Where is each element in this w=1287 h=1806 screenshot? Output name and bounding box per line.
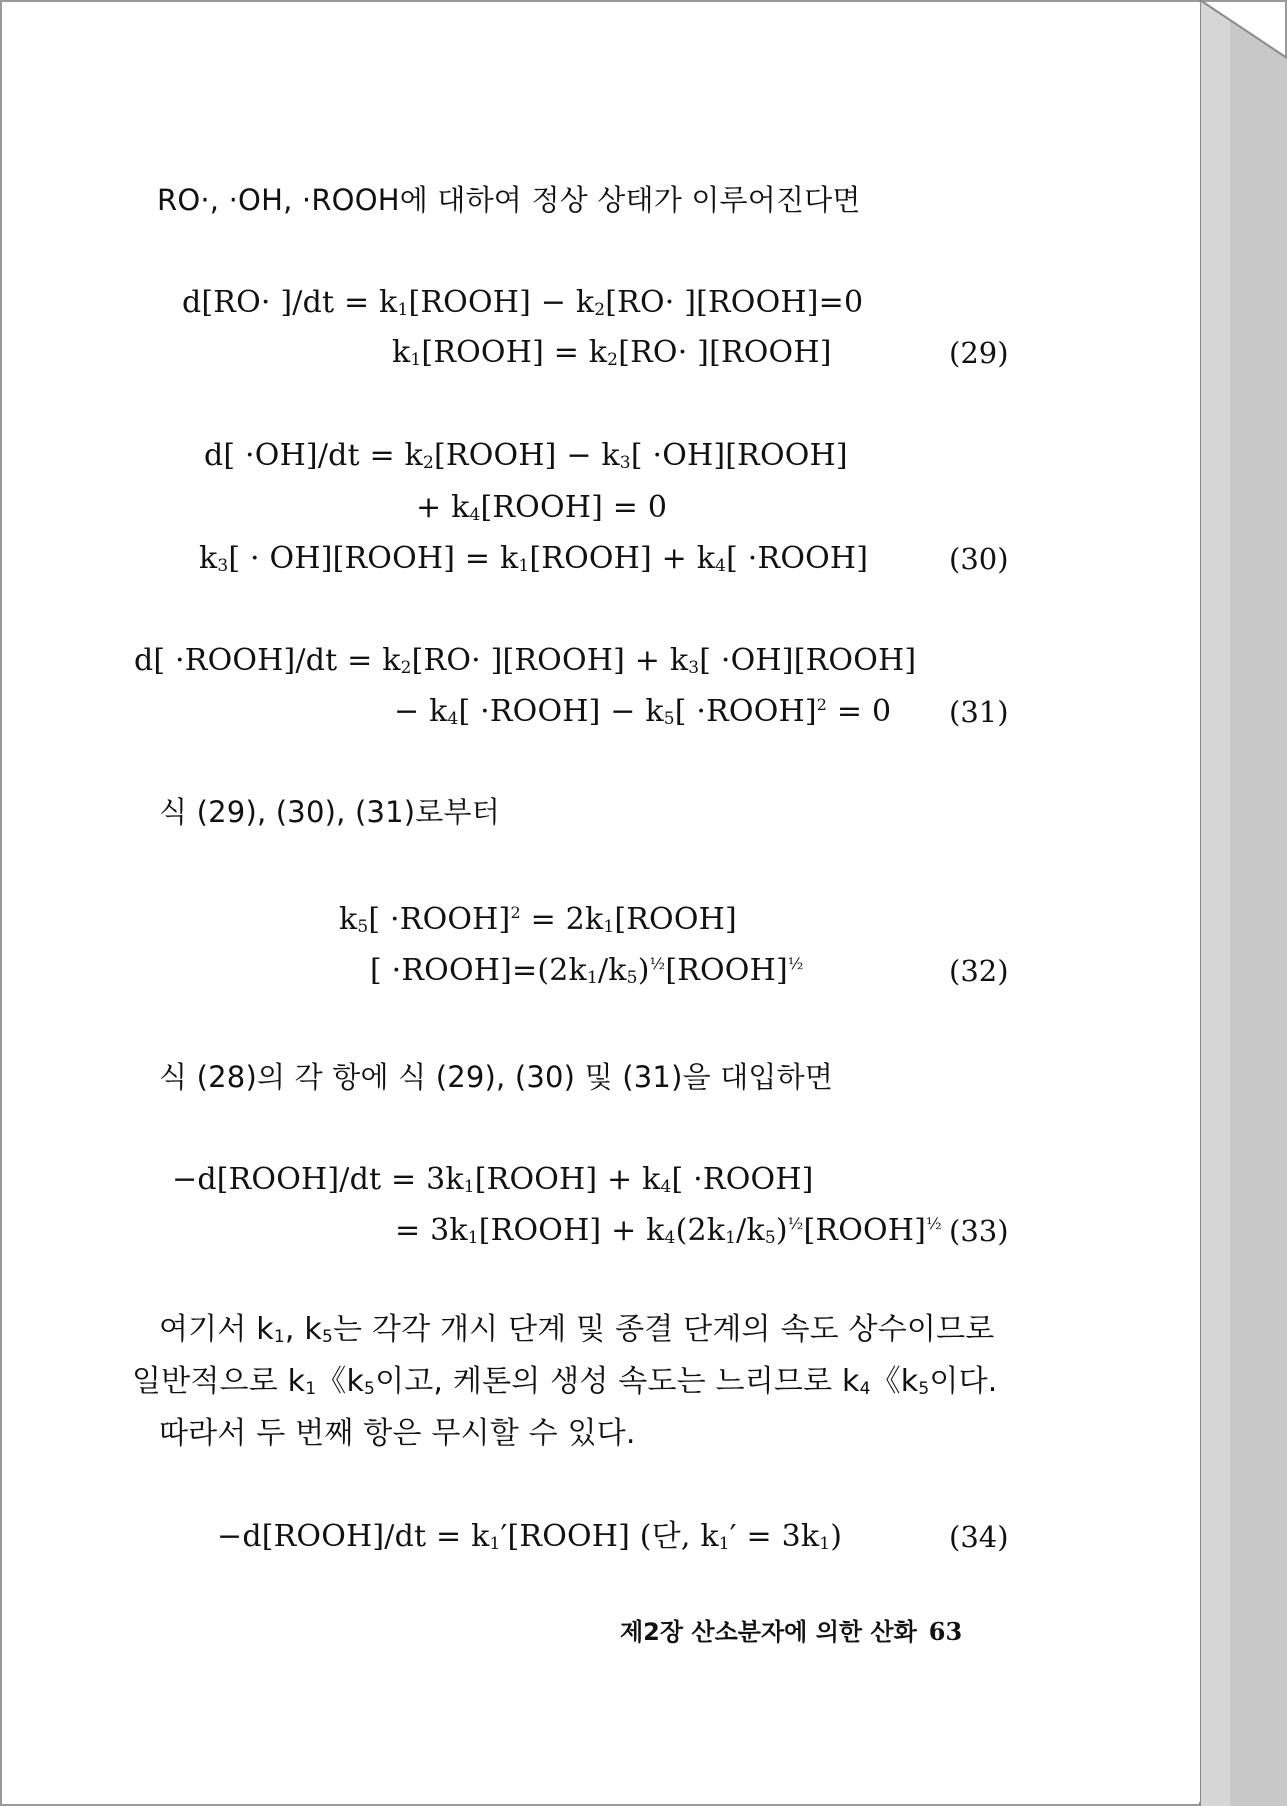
paragraph-line-2: 일반적으로 $k_1$《$k_5$이고, 케톤의 생성 속도는 느리므로 $k_4$《$k_5$이다. <box>132 1364 998 1399</box>
substitution-text: 식 (28)의 각 항에 식 (29), (30) 및 (31)을 대입하면 <box>159 1060 834 1094</box>
chapter-title: 제2장 산소분자에 의한 산화 <box>620 1618 917 1646</box>
paragraph-line-3: 따라서 두 번째 항은 무시할 수 있다. <box>159 1416 636 1451</box>
equation-number-29: (29) <box>949 336 1009 370</box>
equation-33-line-2: = $3k_1[ROOH]$ + $k_4(2k_1/k_5)^{\frac{1}{2}}[ROOH]^{\frac{1}{2}}$ <box>395 1213 942 1248</box>
equation-number-34: (34) <box>949 1520 1009 1554</box>
equation-31-line-2: − $k_4$[ ·ROOH] − $k_5$[ ·ROOH]$^2$ = 0 <box>394 694 892 729</box>
equation-30-line-1: $d[ \cdot OH]/dt = k_2[ROOH] - k_3$[ ·OH][ROOH] <box>204 438 848 473</box>
equation-33-line-1: −d[ROOH]/dt = $3k_1[ROOH] + k_4$[ ·ROOH] <box>172 1162 814 1197</box>
equation-30-line-3: $k_3$[ · OH][ROOH] = $k_1[ROOH] + k_4$[ ·ROOH] <box>199 541 869 576</box>
equation-number-31: (31) <box>949 695 1009 729</box>
equation-31-line-1: d[ ·ROOH]/dt = $k_2[RO\cdot$ ][ROOH] + $k_3$[ ·OH][ROOH] <box>134 643 917 678</box>
equation-29-line-1: $d[RO\cdot ]/dt = k_1[ROOH] - k_2[RO\cdot$ ][ROOH]=0 <box>182 285 864 320</box>
equation-29-line-2: $k_1[ROOH] = k_2[RO\cdot$ ][ROOH] <box>392 335 832 370</box>
equation-number-32: (32) <box>949 954 1009 988</box>
page-footer <box>620 1612 962 1647</box>
book-page <box>2 2 1200 1802</box>
derivation-text: 식 (29), (30), (31)로부터 <box>159 795 500 829</box>
equation-number-33: (33) <box>949 1214 1009 1248</box>
page-number: 63 <box>928 1617 963 1646</box>
intro-text: RO·, ·OH, ·ROOH에 대하여 정상 상태가 이루어진다면 <box>157 183 861 217</box>
equation-32-line-1: $k_5$[ ·ROOH]$^2$ = $2k_1[ROOH]$ <box>339 902 737 937</box>
paragraph-line-1: 여기서 $k_1$, $k_5$는 각각 개시 단계 및 종결 단계의 속도 상수이므로 <box>159 1312 995 1347</box>
equation-32-line-2: [ $\cdot ROOH]=(2k_1/k_5)^{\frac{1}{2}}[ROOH]^{\frac{1}{2}}$ <box>370 953 804 988</box>
equation-number-30: (30) <box>949 542 1009 576</box>
equation-34: −d[ROOH]/dt = $k_1'[ROOH]$ (단, $k_1' = 3k_1$) <box>217 1519 843 1554</box>
equation-30-line-2: + $k_4[ROOH] = 0$ <box>416 490 668 525</box>
